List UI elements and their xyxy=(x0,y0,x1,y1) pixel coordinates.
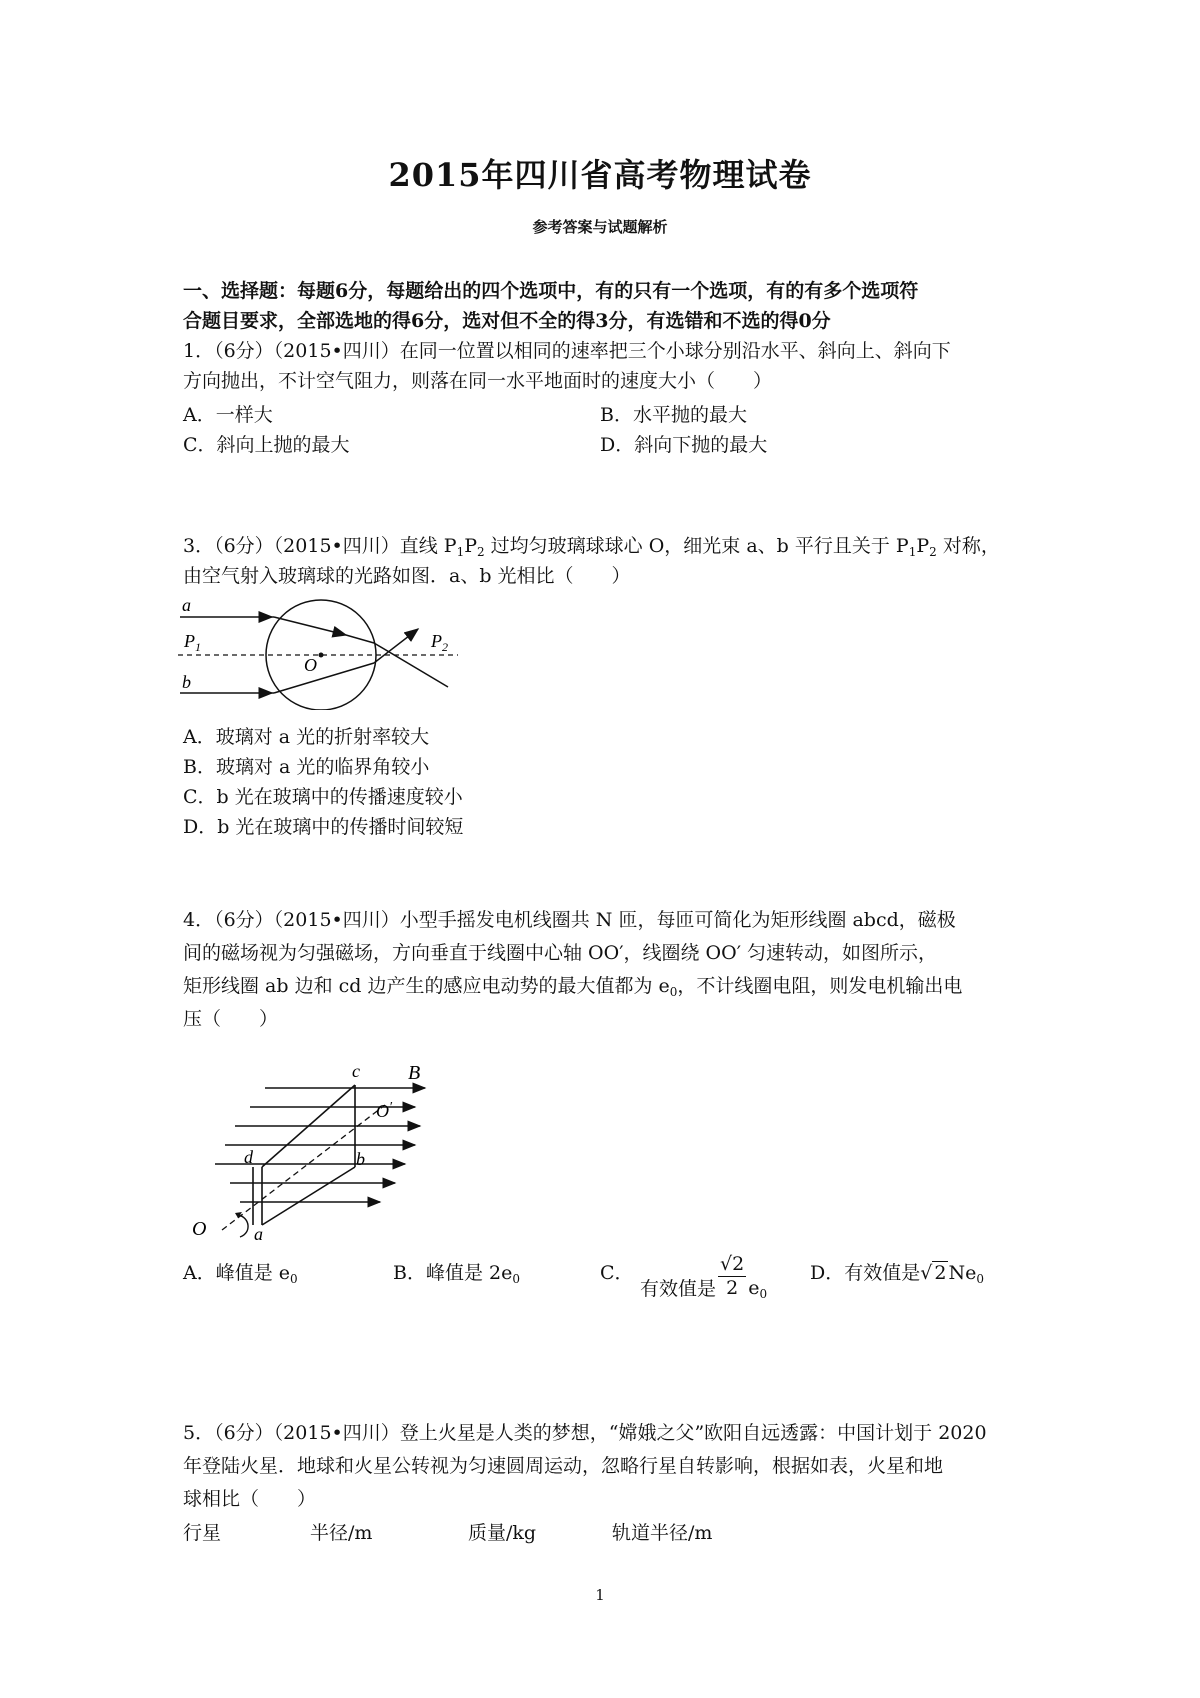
label-d: d xyxy=(244,1147,253,1167)
q3-option-d: D．b 光在玻璃中的传播时间较短 xyxy=(183,816,464,838)
q3-stem-line2: 由空气射入玻璃球的光路如图．a、b 光相比（ ） xyxy=(183,565,631,587)
q4-option-c-label: C． xyxy=(600,1262,634,1284)
q5-stem-line1: 5．（6分）（2015•四川）登上火星是人类的梦想，“嫦娥之父”欧阳自远透露：中国计划于 2020 xyxy=(183,1422,987,1444)
ray-b-exit xyxy=(374,629,418,663)
ray-b-refracted xyxy=(274,663,374,693)
q3-option-c: C．b 光在玻璃中的传播速度较小 xyxy=(183,786,463,808)
q1-option-d: D．斜向下抛的最大 xyxy=(600,434,768,456)
q1-stem-line2: 方向抛出，不计空气阻力，则落在同一水平地面时的速度大小（ ） xyxy=(183,370,773,392)
section-heading-line2: 合题目要求，全部选地的得6分，选对但不全的得3分，有选错和不选的得0分 xyxy=(183,310,831,332)
rotation-arrow xyxy=(238,1215,248,1237)
label-o-bottom: O xyxy=(192,1218,207,1240)
label-o-top: O′ xyxy=(376,1100,393,1121)
label-field-b: B xyxy=(408,1062,421,1084)
label-o: O xyxy=(304,655,317,675)
label-a: a xyxy=(182,595,191,615)
sqrt2-over-2-fraction: $\frac{√2}{2}$ xyxy=(720,1253,745,1299)
q4-stem-line3: 矩形线圈 ab 边和 cd 边产生的感应电动势的最大值都为 $e_0$，不计线圈电阻，则发电机输出电 xyxy=(183,975,963,999)
ray-a-refracted xyxy=(274,617,346,635)
q3-option-b: B．玻璃对 a 光的临界角较小 xyxy=(183,756,430,778)
q4-stem-line1: 4．（6分）（2015•四川）小型手摇发电机线圈共 N 匝，每匝可简化为矩形线圈 abcd，磁极 xyxy=(183,909,956,931)
rectangular-coil xyxy=(253,1085,355,1225)
q4-option-c: 有效值是 $\frac{√2}{2}$ $e_0$ xyxy=(640,1253,768,1301)
exam-title: 2015年四川省高考物理试卷 xyxy=(388,156,812,194)
center-point-o xyxy=(319,653,324,658)
q5-table-header-mass: 质量/kg xyxy=(468,1522,537,1544)
q1-stem-line1: 1．（6分）（2015•四川）在同一位置以相同的速率把三个小球分别沿水平、斜向上、斜向下 xyxy=(183,340,951,362)
magnetic-field-lines xyxy=(215,1088,425,1202)
q1-option-c: C．斜向上抛的最大 xyxy=(183,434,350,456)
q4-option-a: A．峰值是 $e_0$ xyxy=(183,1262,298,1286)
q5-table-header-radius: 半径/m xyxy=(310,1522,373,1544)
q4-option-d: D．有效值是√ 2 $Ne_0$ xyxy=(810,1262,984,1286)
q4-generator-figure xyxy=(180,1055,440,1240)
label-a: a xyxy=(254,1224,263,1240)
q5-table-header-orbit: 轨道半径/m xyxy=(612,1522,713,1544)
q5-stem-line3: 球相比（ ） xyxy=(183,1488,317,1510)
page-number: 1 xyxy=(595,1586,605,1604)
q5-stem-line2: 年登陆火星．地球和火星公转视为匀速圆周运动，忽略行星自转影响，根据如表，火星和地 xyxy=(183,1455,944,1477)
q1-option-b: B．水平抛的最大 xyxy=(600,404,747,426)
q1-option-a: A．一样大 xyxy=(183,404,273,426)
q5-table-header-planet: 行星 xyxy=(183,1522,222,1544)
label-p1: $P_1$ xyxy=(184,631,201,654)
q4-option-b: B．峰值是 $2e_0$ xyxy=(393,1262,520,1286)
exam-subtitle: 参考答案与试题解析 xyxy=(532,218,668,236)
label-b: b xyxy=(182,672,191,692)
q3-optics-figure xyxy=(178,595,468,710)
label-p2: $P_2$ xyxy=(431,631,448,654)
q4-stem-line4: 压（ ） xyxy=(183,1008,279,1030)
q4-stem-line2: 间的磁场视为匀强磁场，方向垂直于线圈中心轴 OO′，线圈绕 OO′ 匀速转动，如图所示， xyxy=(183,942,938,964)
label-b-corner: b xyxy=(356,1149,365,1169)
label-c: c xyxy=(352,1061,360,1081)
q3-option-a: A．玻璃对 a 光的折射率较大 xyxy=(183,726,430,748)
q3-stem-line1: 3．（6分）（2015•四川）直线 $P_1P_2$ 过均匀玻璃球球心 O，细光束 a、b 平行且关于 $P_1P_2$ 对称， xyxy=(183,535,1000,559)
section-heading-line1: 一、选择题：每题6分，每题给出的四个选项中，有的只有一个选项，有的有多个选项符 xyxy=(183,280,919,302)
